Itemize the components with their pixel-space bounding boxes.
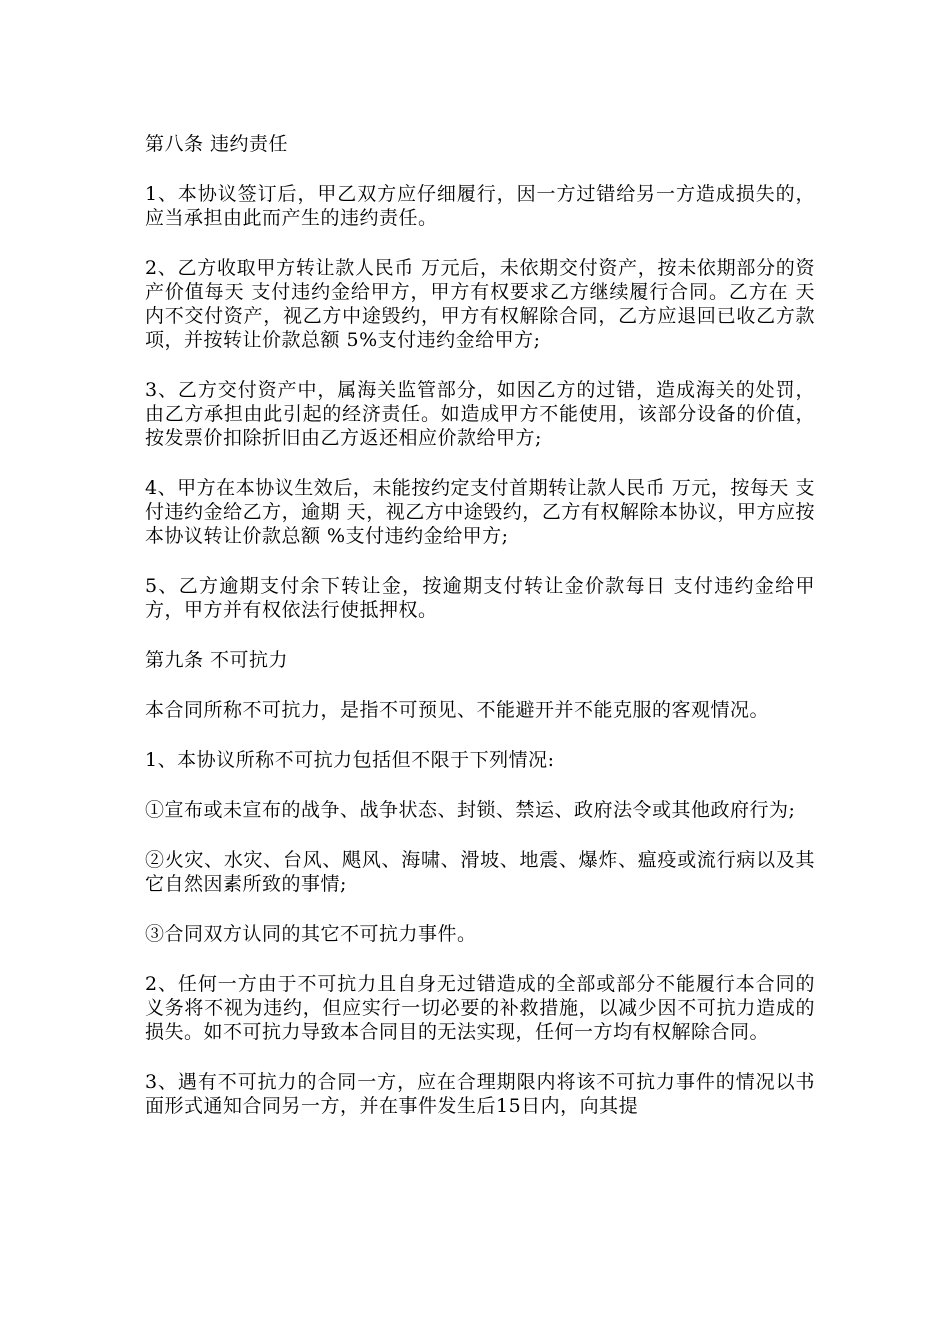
list-item-war: ①宣布或未宣布的战争、战争状态、封锁、禁运、政府法令或其他政府行为; xyxy=(145,799,796,821)
paragraph-8-5: 5、乙方逾期支付余下转让金，按逾期支付转让金价款每日 支付违约金给甲方，甲方并有权依法行使抵押权。 xyxy=(145,575,815,621)
paragraph-8-2: 2、乙方收取甲方转让款人民币 万元后，未依期交付资产，按未依期部分的资产价值每天 支付违约金给甲方，甲方有权要求乙方继续履行合同。乙方在 天内不交付资产，视乙方中途毁约，甲方有权解除合同，乙方应退回已收乙方款项，并按转让价款总额 5%支付违约金给甲方; xyxy=(145,257,815,351)
list-item-other-events: ③合同双方认同的其它不可抗力事件。 xyxy=(145,923,477,945)
document-page xyxy=(145,132,815,1144)
section-heading-article-9: 第九条 不可抗力 xyxy=(145,649,289,671)
paragraph-8-1: 1、本协议签订后，甲乙双方应仔细履行，因一方过错给另一方造成损失的，应当承担由此而产生的违约责任。 xyxy=(145,183,815,229)
paragraph-9-2: 2、任何一方由于不可抗力且自身无过错造成的全部或部分不能履行本合同的义务将不视为违约，但应实行一切必要的补救措施，以减少因不可抗力造成的损失。如不可抗力导致本合同目的无法实现，任何一方均有权解除合同。 xyxy=(145,973,815,1043)
paragraph-9-definition: 本合同所称不可抗力，是指不可预见、不能避开并不能克服的客观情况。 xyxy=(145,699,770,721)
paragraph-9-1: 1、本协议所称不可抗力包括但不限于下列情况: xyxy=(145,749,555,771)
paragraph-8-4: 4、甲方在本协议生效后，未能按约定支付首期转让款人民币 万元，按每天 支付违约金给乙方，逾期 天，视乙方中途毁约，乙方有权解除本协议，甲方应按本协议转让价款总额 %支付违约金给甲方; xyxy=(145,477,815,547)
paragraph-9-3: 3、遇有不可抗力的合同一方，应在合理期限内将该不可抗力事件的情况以书面形式通知合同另一方，并在事件发生后15日内，向其提 xyxy=(145,1071,815,1117)
list-item-natural-disaster: ②火灾、水灾、台风、飓风、海啸、滑坡、地震、爆炸、瘟疫或流行病以及其它自然因素所致的事情; xyxy=(145,849,815,895)
paragraph-8-3: 3、乙方交付资产中，属海关监管部分，如因乙方的过错，造成海关的处罚，由乙方承担由此引起的经济责任。如造成甲方不能使用，该部分设备的价值，按发票价扣除折旧由乙方返还相应价款给甲方; xyxy=(145,379,815,449)
section-heading-article-8: 第八条 违约责任 xyxy=(145,133,289,155)
